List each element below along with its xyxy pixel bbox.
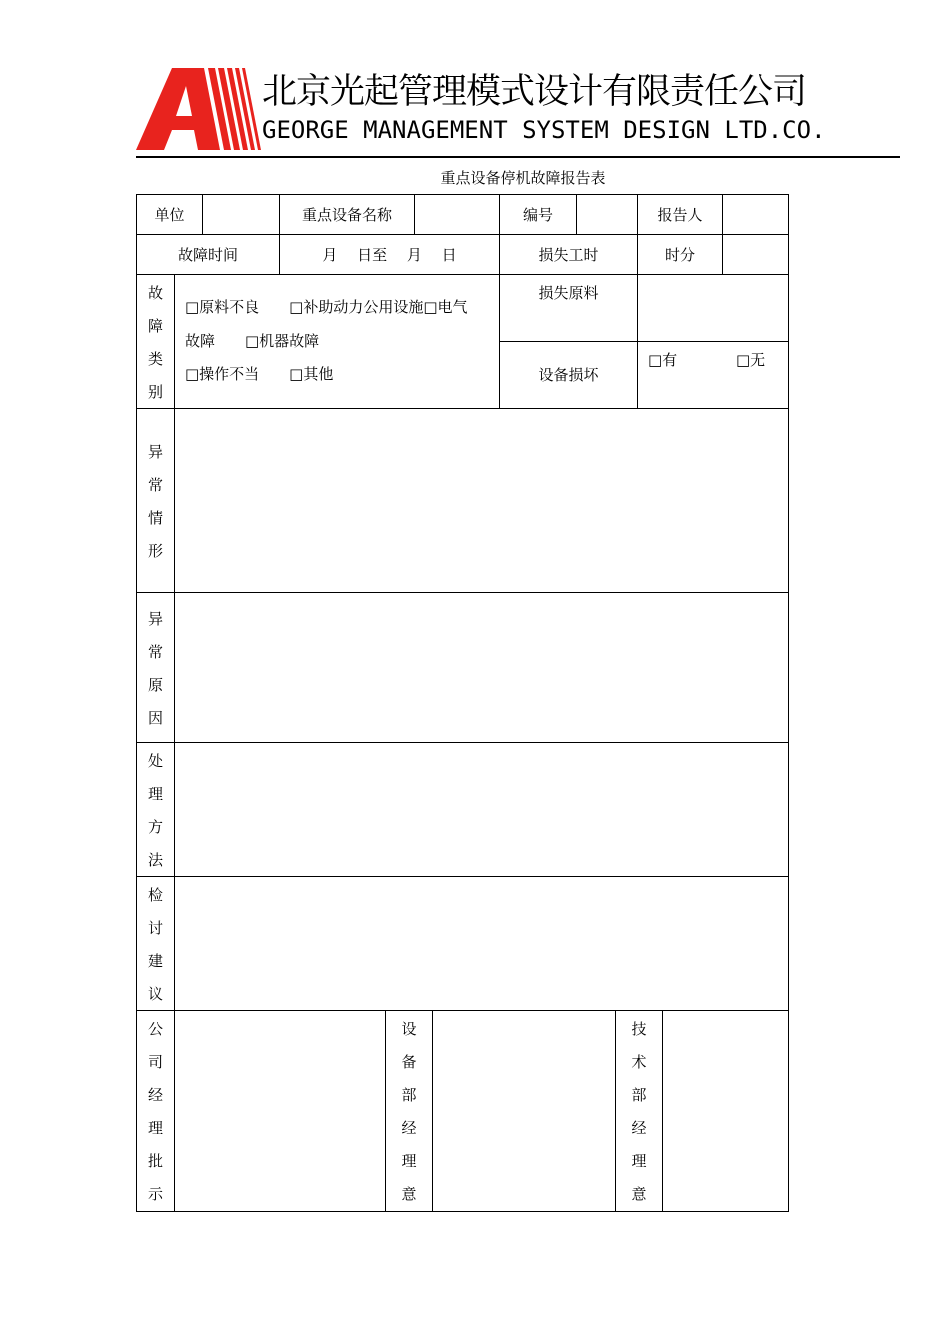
tech-manager-char: 意 [631, 1185, 647, 1203]
unit-field[interactable] [202, 194, 280, 235]
gm-instruction-label [136, 1010, 175, 1212]
number-label: 编号 [499, 194, 577, 235]
gm-instruction-char: 公 [147, 1020, 163, 1038]
lost-hours-field[interactable] [722, 234, 789, 275]
tech-manager-field[interactable] [662, 1010, 789, 1212]
equipment-damage-label: 设备损坏 [499, 341, 638, 409]
fault-options [174, 274, 500, 409]
gm-instruction-char: 理 [147, 1119, 163, 1137]
lost-material-field[interactable] [637, 274, 789, 342]
equipment-name-label: 重点设备名称 [279, 194, 415, 235]
abnormal-cause-char: 原 [147, 676, 163, 694]
fault-type-char: 障 [147, 317, 163, 335]
gm-instruction-char: 经 [147, 1086, 163, 1104]
tech-manager-char: 理 [631, 1152, 647, 1170]
company-logo [136, 68, 262, 152]
abnormal-cause-char: 异 [147, 610, 163, 628]
tech-manager-char: 部 [631, 1086, 647, 1104]
abnormal-cause-char: 因 [147, 709, 163, 727]
gm-instruction-char: 司 [147, 1053, 163, 1071]
equipment-manager-char: 经 [401, 1119, 417, 1137]
equipment-manager-char: 理 [401, 1152, 417, 1170]
abnormal-situation-char: 情 [147, 509, 163, 527]
handling-method-char: 法 [147, 851, 163, 869]
hours-minutes-label: 时分 [637, 234, 723, 275]
equipment-manager-char: 设 [401, 1020, 417, 1038]
tech-manager-char: 技 [631, 1020, 647, 1038]
abnormal-situation-field[interactable] [174, 408, 789, 593]
equipment-manager-char: 意 [401, 1185, 417, 1203]
reporter-label: 报告人 [637, 194, 723, 235]
review-suggestion-char: 讨 [147, 919, 163, 937]
handling-method-char: 处 [147, 752, 163, 770]
handling-method-field[interactable] [174, 742, 789, 877]
fault-options-line1[interactable]: □原料不良 □补助动力公用设施□电气 [185, 298, 468, 316]
form-title: 重点设备停机故障报告表 [440, 169, 606, 187]
gm-instruction-char: 批 [147, 1152, 163, 1170]
review-suggestion-char: 建 [147, 952, 163, 970]
reporter-field[interactable] [722, 194, 789, 235]
abnormal-situation-label [136, 408, 175, 593]
lost-hours-label: 损失工时 [499, 234, 638, 275]
handling-method-label [136, 742, 175, 877]
damage-no-checkbox[interactable]: □无 [736, 351, 766, 369]
tech-manager-char: 术 [631, 1053, 647, 1071]
fault-type-char: 故 [147, 284, 163, 302]
review-suggestion-char: 议 [147, 985, 163, 1003]
damage-yes-checkbox[interactable]: □有 [648, 351, 678, 369]
fault-time-label: 故障时间 [136, 234, 280, 275]
equipment-manager-char: 部 [401, 1086, 417, 1104]
tech-manager-char: 经 [631, 1119, 647, 1137]
equipment-damage-options [637, 341, 789, 409]
number-field[interactable] [576, 194, 638, 235]
fault-options-line3[interactable]: □操作不当 □其他 [185, 365, 334, 383]
equipment-manager-char: 备 [401, 1053, 417, 1071]
lost-material-label: 损失原料 [499, 274, 638, 342]
fault-type-char: 类 [147, 350, 163, 368]
abnormal-situation-char: 异 [147, 443, 163, 461]
abnormal-cause-field[interactable] [174, 592, 789, 743]
review-suggestion-label [136, 876, 175, 1011]
header-rule [136, 156, 900, 158]
fault-type-label [136, 274, 175, 409]
equipment-name-field[interactable] [414, 194, 500, 235]
equipment-manager-label [385, 1010, 433, 1212]
abnormal-situation-char: 常 [147, 476, 163, 494]
gm-instruction-field[interactable] [174, 1010, 386, 1212]
tech-manager-label [615, 1010, 663, 1212]
unit-label: 单位 [136, 194, 203, 235]
handling-method-char: 理 [147, 785, 163, 803]
review-suggestion-char: 检 [147, 886, 163, 904]
abnormal-situation-char: 形 [147, 542, 163, 560]
company-name-cn: 北京光起管理模式设计有限责任公司 [262, 72, 807, 112]
fault-time-field[interactable]: 月 日至 月 日 [279, 234, 500, 275]
review-suggestion-field[interactable] [174, 876, 789, 1011]
abnormal-cause-label [136, 592, 175, 743]
equipment-manager-field[interactable] [432, 1010, 616, 1212]
fault-options-line2[interactable]: 故障 □机器故障 [185, 332, 320, 350]
handling-method-char: 方 [147, 818, 163, 836]
abnormal-cause-char: 常 [147, 643, 163, 661]
fault-type-char: 别 [147, 383, 163, 401]
company-name-en: GEORGE MANAGEMENT SYSTEM DESIGN LTD.CO. [262, 116, 826, 144]
gm-instruction-char: 示 [147, 1185, 163, 1203]
